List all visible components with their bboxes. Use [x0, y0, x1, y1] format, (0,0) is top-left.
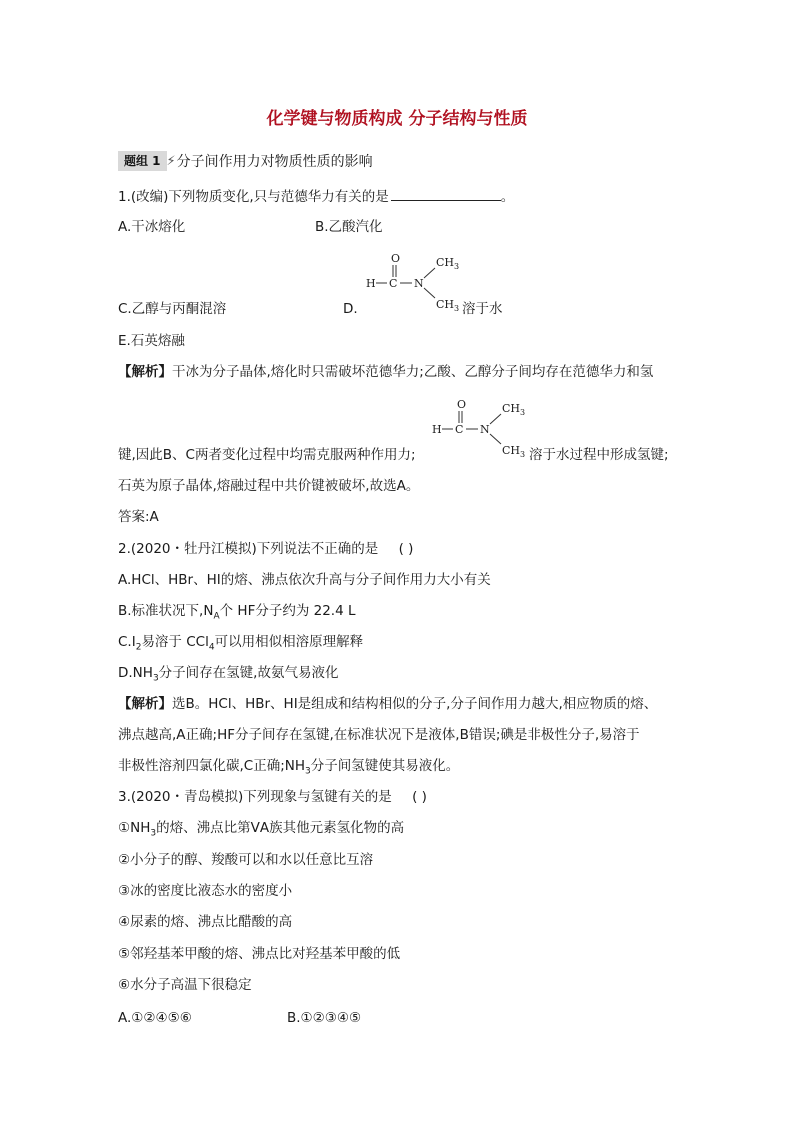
atom-n: N: [480, 423, 490, 436]
dmf-structure-1: [360, 250, 470, 320]
q3-stem: [118, 787, 427, 807]
analysis-text: 干冰为分子晶体,熔化时只需破坏范德华力;乙酸、乙醇分子间均存在范德华力和氢: [172, 364, 654, 380]
q1-analysis-line1: [118, 362, 653, 382]
group-badge: 题组 1: [118, 151, 167, 171]
bond: [424, 268, 435, 278]
methyl-bottom: $CH_3$: [502, 444, 526, 459]
q1-stem: [118, 186, 514, 207]
methyl-top: $CH_3$: [436, 256, 460, 271]
q2-analysis-line1: [118, 694, 657, 714]
q1-option-c: C.乙醇与丙酮混溶: [118, 301, 227, 317]
q3-item-1: $①NH_3$的熔、沸点比第ⅤA族其他元素氢化物的高: [118, 820, 405, 839]
methyl-top: $CH_3$: [502, 402, 526, 417]
q1-answer: 答案:A: [118, 509, 159, 525]
q2-option-c: $C.I_2$易溶于 CCl$_4$可以用相似相溶原理解释: [118, 634, 364, 653]
answer-blank[interactable]: [391, 186, 501, 201]
q1-stem-text: 1.(改编)下列物质变化,只与范德华力有关的是: [118, 189, 389, 205]
analysis-tag: 【解析】: [118, 696, 172, 712]
group-header: [118, 150, 373, 172]
group-title: 分子间作用力对物质性质的影响: [176, 154, 373, 170]
q2-answer-paren: ( ): [398, 541, 414, 557]
q2-stem-text: 2.(2020・牡丹江模拟)下列说法不正确的是: [118, 541, 379, 557]
q2-option-b: B.标准状况下$,N_A$个 HF分子约为 22.4 L: [118, 603, 356, 622]
q1-option-e: E.石英熔融: [118, 333, 185, 349]
bond: [490, 434, 501, 444]
q1-option-a: A.干冰熔化: [118, 219, 186, 235]
atom-n: N: [414, 277, 424, 290]
q1-analysis-line2a: 键,因此B、C两者变化过程中均需克服两种作用力;: [118, 447, 416, 463]
q1-option-d: D.: [343, 301, 358, 317]
atom-h: H: [366, 277, 376, 290]
q1-option-d-tail: 溶于水: [462, 301, 503, 317]
q3-item-2: ②小分子的醇、羧酸可以和水以任意比互溶: [118, 852, 374, 868]
q3-option-a: A.①②④⑤⑥: [118, 1010, 192, 1026]
q3-stem-text: 3.(2020・青岛模拟)下列现象与氢键有关的是: [118, 789, 392, 805]
q3-item-3: ③冰的密度比液态水的密度小: [118, 883, 293, 899]
q2-option-a: A.HCl、HBr、HI的熔、沸点依次升高与分子间作用力大小有关: [118, 572, 491, 588]
atom-o: O: [457, 398, 467, 411]
methyl-bottom: $CH_3$: [436, 298, 460, 313]
q2-analysis-line3: 非极性溶剂四氯化碳,C正确$;NH_3$分子间氢键使其易液化。: [118, 758, 460, 777]
q3-option-b: B.①②③④⑤: [287, 1010, 362, 1026]
q1-analysis-line3: 石英为原子晶体,熔融过程中共价键被破坏,故选A。: [118, 478, 420, 494]
atom-c: C: [389, 277, 398, 290]
q3-item-6: ⑥水分子高温下很稳定: [118, 977, 252, 993]
q1-analysis-line2b: 溶于水过程中形成氢键;: [529, 447, 669, 463]
atom-c: C: [455, 423, 464, 436]
dmf-structure-2: [426, 396, 536, 466]
q2-stem: [118, 539, 413, 559]
q1-option-b: B.乙酸汽化: [315, 219, 383, 235]
q3-item-4: ④尿素的熔、沸点比醋酸的高: [118, 914, 293, 930]
analysis-text: 选B。HCl、HBr、HI是组成和结构相似的分子,分子间作用力越大,相应物质的熔、: [172, 696, 658, 712]
q2-analysis-line2: 沸点越高,A正确;HF分子间存在氢键,在标准状况下是液体,B错误;碘是非极性分子,易溶于: [118, 727, 640, 743]
q2-option-d: $D.NH_3$分子间存在氢键,故氨气易液化: [118, 665, 339, 684]
q3-answer-paren: ( ): [412, 789, 427, 805]
atom-h: H: [432, 423, 442, 436]
bond: [490, 414, 501, 424]
q1-stem-end: 。: [500, 189, 515, 205]
lightning-icon: ⚡: [166, 153, 176, 169]
q3-item-5: ⑤邻羟基苯甲酸的熔、沸点比对羟基苯甲酸的低: [118, 946, 401, 962]
bond: [424, 288, 435, 298]
page-title: 化学键与物质构成 分子结构与性质: [266, 109, 528, 129]
atom-o: O: [391, 252, 401, 265]
analysis-tag: 【解析】: [118, 364, 172, 380]
